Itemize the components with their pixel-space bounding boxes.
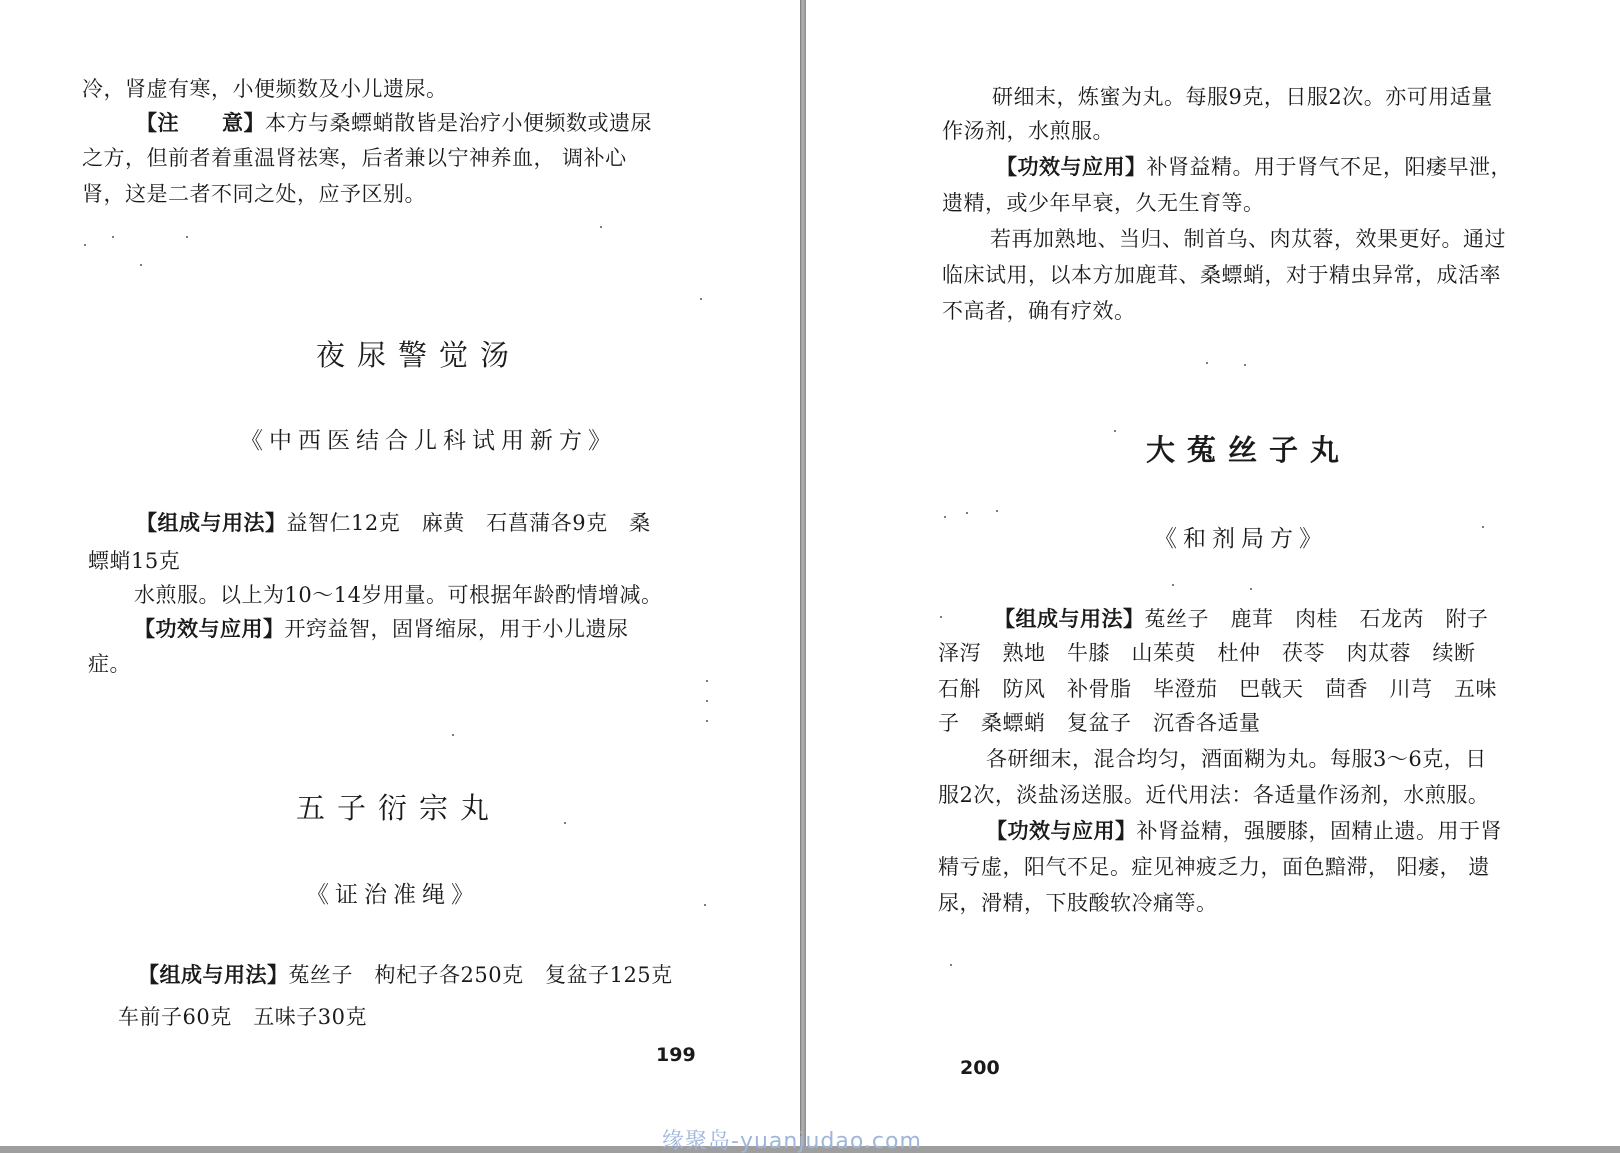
scan-speck (966, 512, 968, 514)
right-page (806, 0, 1620, 1146)
text-line: 精亏虚，阳气不足。症见神疲乏力，面色黯滞， 阳痿， 遗 (938, 855, 1490, 879)
page-number: 199 (656, 1044, 696, 1066)
scan-speck (706, 680, 708, 682)
scan-speck (940, 616, 942, 618)
scan-speck (1114, 430, 1116, 432)
text-line: 水煎服。以上为10～14岁用量。可根据年龄酌情增减。 (134, 583, 663, 607)
scan-speck (950, 964, 952, 966)
scan-speck (1482, 526, 1484, 528)
scan-speck (1172, 584, 1174, 586)
watermark: 缘聚岛-yuanjudao.com (662, 1129, 922, 1153)
text-line: 临床试用，以本方加鹿茸、桑螵蛸，对于精虫异常，成活率 (942, 263, 1501, 287)
scan-speck (452, 734, 454, 736)
section-label: 【功效与应用】 (986, 819, 1137, 843)
text-line: 【注 意】本方与桑螵蛸散皆是治疗小便频数或遗尿 (136, 111, 652, 135)
text-line: 子 桑螵蛸 复盆子 沉香各适量 (938, 711, 1261, 735)
left-page (0, 0, 800, 1146)
text-line: 车前子60克 五味子30克 (118, 1005, 367, 1029)
text-line: 【功效与应用】开窍益智，固肾缩尿，用于小儿遗尿 (134, 617, 629, 641)
section-label: 【组成与用法】 (994, 607, 1145, 631)
text-line: 石斛 防风 补骨脂 毕澄茄 巴戟天 茴香 川芎 五味 (938, 677, 1497, 701)
scan-speck (84, 244, 86, 246)
text-line: 螵蛸15克 (88, 549, 181, 573)
text-line: 不高者，确有疗效。 (942, 299, 1136, 323)
text-line: 【组成与用法】益智仁12克 麻黄 石菖蒲各9克 桑 (136, 511, 651, 535)
scan-speck (112, 236, 114, 238)
section-label: 【组成与用法】 (138, 963, 289, 987)
scan-speck (1244, 364, 1246, 366)
text-line: 冷，肾虚有寒，小便频数及小儿遗尿。 (82, 77, 448, 101)
text-line: 【功效与应用】补肾益精，强腰膝，固精止遗。用于肾 (986, 819, 1502, 843)
text-line: 【组成与用法】菟丝子 鹿茸 肉桂 石龙芮 附子 (994, 607, 1489, 631)
text-line: 症。 (88, 652, 131, 676)
text-line: 肾，这是二者不同之处，应予区别。 (82, 182, 426, 206)
scan-speck (564, 822, 566, 824)
text-line: 尿，滑精，下肢酸软冷痛等。 (938, 891, 1218, 915)
text-line: 【组成与用法】菟丝子 枸杞子各250克 复盆子125克 (138, 963, 673, 987)
scan-speck (706, 720, 708, 722)
section-label: 【功效与应用】 (996, 155, 1147, 179)
text-line: 泽泻 熟地 牛膝 山茱萸 杜仲 茯苓 肉苁蓉 续断 (938, 641, 1476, 665)
text-line: 遗精，或少年早衰，久无生育等。 (942, 191, 1265, 215)
scan-speck (700, 298, 702, 300)
text-line: 服2次，淡盐汤送服。近代用法：各适量作汤剂，水煎服。 (938, 783, 1490, 807)
scan-speck (706, 700, 708, 702)
formula-source: 《证治准绳》 (306, 882, 480, 908)
scan-speck (186, 236, 188, 238)
scan-speck (944, 516, 946, 518)
text-line: 【功效与应用】补肾益精。用于肾气不足，阳痿早泄， (996, 155, 1512, 179)
scan-speck (1206, 362, 1208, 364)
formula-title: 夜尿警觉汤 (316, 338, 522, 372)
formula-source: 《中西医结合儿科试用新方》 (240, 428, 617, 454)
section-label: 【注 意】 (136, 111, 265, 135)
text-line: 研细末，炼蜜为丸。每服9克，日服2次。亦可用适量 (992, 85, 1493, 109)
scan-speck (1250, 588, 1252, 590)
text-line: 之方，但前者着重温肾祛寒，后者兼以宁神养血， 调补心 (82, 146, 627, 170)
formula-title: 大菟丝子丸 (1146, 433, 1352, 467)
text-line: 若再加熟地、当归、制首乌、肉苁蓉，效果更好。通过 (990, 227, 1506, 251)
scan-speck (600, 226, 602, 228)
text-line: 各研细末，混合均匀，酒面糊为丸。每服3～6克，日 (986, 747, 1487, 771)
formula-source: 《和剂局方》 (1154, 526, 1328, 552)
page-number: 200 (960, 1057, 1000, 1079)
section-label: 【功效与应用】 (134, 617, 285, 641)
scan-speck (140, 264, 142, 266)
scan-speck (996, 510, 998, 512)
formula-title: 五子衍宗丸 (296, 791, 502, 825)
text-line: 作汤剂，水煎服。 (942, 119, 1114, 143)
scan-speck (704, 904, 706, 906)
section-label: 【组成与用法】 (136, 511, 287, 535)
